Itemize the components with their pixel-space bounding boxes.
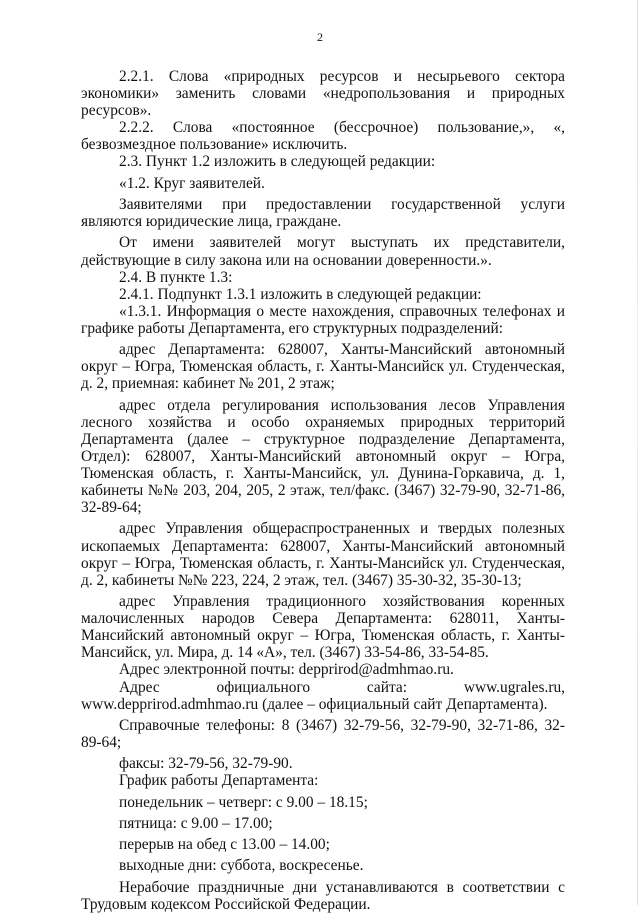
paragraph: адрес Управления традиционного хозяйствования коренных малочисленных народов Севера Департамента: 628011, Ханты-Мансийский автономный округ – Югра, Тюменская область, г. Ханты-Мансийск, ул. Мира, д. 14 «А», тел. (3467) 33-54-86, 33-54-85. (81, 593, 565, 662)
paragraph: выходные дни: суббота, воскресенье. (119, 857, 364, 875)
paragraph: адрес Управления общераспространенных и твердых полезных ископаемых Департамента: 628007, Ханты-Мансийский автономный округ – Югра, Тюменская область, г. Ханты-Мансийск ул. Студенческая, д. 2, кабинеты №№ 223, 224, 2 этаж, тел. (3467) 35-30-32, 35-30-13; (81, 520, 565, 589)
document-body (81, 68, 565, 913)
paragraph: Заявителями при предоставлении государственной услуги являются юридические лица, граждане. (81, 196, 565, 231)
paragraph: понедельник – четверг: с 9.00 – 18.15; (119, 793, 368, 811)
paragraph: 2.2.2. Слова «постоянное (бессрочное) пользование,», «, безвозмездное пользование» исключить. (81, 119, 565, 154)
paragraph: Нерабочие праздничные дни устанавливаются в соответствии с Трудовым кодексом Российской Федерации. (81, 878, 565, 913)
paragraph: «1.3.1. Информация о месте нахождения, справочных телефонах и графике работы Департамента, его структурных подразделений: (81, 302, 565, 337)
paragraph: 2.2.1. Слова «природных ресурсов и несырьевого сектора экономики» заменить словами «недропользования и природных ресурсов». (81, 68, 565, 120)
paragraph: 2.4. В пункте 1.3: (119, 268, 233, 286)
paragraph: перерыв на обед с 13.00 – 14.00; (119, 836, 330, 854)
scan-edge (637, 0, 638, 905)
paragraph: факсы: 32-79-56, 32-79-90. (119, 755, 293, 773)
page-number: 2 (317, 30, 323, 44)
paragraph: «1.2. Круг заявителей. (119, 174, 265, 192)
paragraph: От имени заявителей могут выступать их представители, действующие в силу закона или на основании доверенности.». (81, 234, 565, 269)
paragraph: 2.3. Пункт 1.2 изложить в следующей редакции: (119, 153, 436, 171)
paragraph: Адрес официального сайта: www.ugrales.ru, www.depprirod.admhmao.ru (далее – официальный сайт Департамента). (81, 678, 565, 713)
paragraph: 2.4.1. Подпункт 1.3.1 изложить в следующей редакции: (119, 285, 482, 303)
paragraph: Адрес электронной почты: depprirod@admhmao.ru. (119, 661, 454, 679)
paragraph: пятница: с 9.00 – 17.00; (119, 814, 273, 832)
paragraph: адрес отдела регулирования использования лесов Управления лесного хозяйства и особо охраняемых природных территорий Департамента (далее – структурное подразделение Департамента, Отдел): 628007, Ханты-Мансийский автономный округ – Югра, Тюменская область, г. Ханты-Мансийск, ул. Дунина-Горкавича, д. 1, кабинеты №№ 203, 204, 205, 2 этаж, тел/факс. (3467) 32-79-90, 32-71-86, 32-89-64; (81, 396, 565, 517)
paragraph: адрес Департамента: 628007, Ханты-Мансийский автономный округ – Югра, Тюменская область, г. Ханты-Мансийск ул. Студенческая, д. 2, приемная: кабинет № 201, 2 этаж; (81, 341, 565, 393)
paragraph: Справочные телефоны: 8 (3467) 32-79-56, 32-79-90, 32-71-86, 32-89-64; (81, 716, 565, 751)
paragraph: График работы Департамента: (119, 772, 319, 790)
